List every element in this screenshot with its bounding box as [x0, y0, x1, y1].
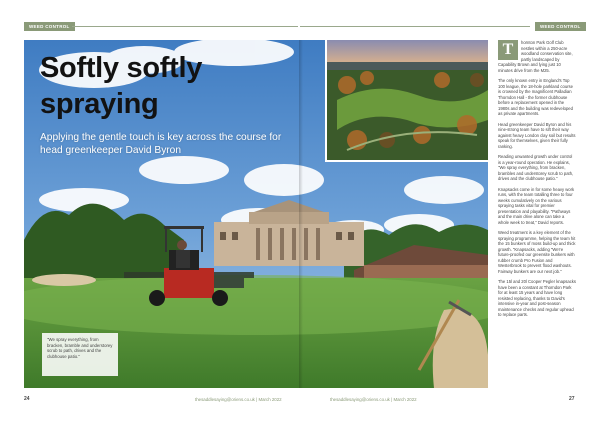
article-column [498, 40, 576, 323]
article-paragraph: Head greenkeeper David Byron and his nine-strong team have to sift their way against heavy London clay soil but results speak for themselves, given their fully ranking. [498, 121, 576, 149]
article-paragraph: Reading unwanted growth under control is a year-round operation. He explains, "We spray everything, from bracken, brambles and understorey scrub to path, drives and the clubhouse patio." [498, 154, 574, 181]
article-paragraph: The only known entry in England's Top 100 league, the 18-hole parkland course is crowned by the magnificent Palladian Thorndon Hall - the former clubhouse before a replacement opened in the 1980s and the building was redeveloped as private apartments. [498, 78, 573, 116]
article-paragraph: Weed treatment is a key element of the spraying programme, helping the team hit the 15 bunkers of moss build-up and thick growth. "Knapsacks, adding "We're future-proofed our greensite bunkers with rubber crumb Pro Fusion and Westerbrook to prevent flood washouts. Fairway bunkers are our next job." [498, 230, 576, 274]
article-paragraph: The 15l and 20l Cooper Pegler knapsacks have been a constant at Thorndon Park for at least 15 years and have long resisted replacing, thanks to David's intensive in-year and post-season maintenance checks and regular uphead to replace parts. [498, 279, 576, 317]
footer-left: thesaddlesaying@oriens.co.uk | March 2022 [195, 397, 282, 402]
header-rule-left [72, 26, 298, 27]
standfirst: Applying the gentle touch is key across the course for head greenkeeper David Byron [40, 132, 282, 156]
header-rule-right [300, 26, 530, 27]
headline [40, 50, 300, 122]
inset-photo [325, 38, 490, 162]
headline-line-2: spraying [40, 88, 159, 120]
pull-quote: "We spray everything, from bracken, bramble and understorey scrub to path, drives and the clubhouse patio." [42, 333, 118, 376]
headline-line-1: Softly softly [40, 52, 203, 84]
article-paragraph: Knapsacks come in for some heavy work runs, with the team totalling three to four weeks cumulatively on the various spraying tasks vital for premier presentation and playability. "Pathways and the main drive alone can take a whole week to treat," David reports. [498, 186, 575, 225]
page-number-right: 27 [569, 396, 575, 402]
section-tag-left: WEED CONTROL [24, 22, 75, 31]
footer-right: thesaddlesaying@oriens.co.uk | March 2022 [330, 397, 417, 402]
page-number-left: 24 [24, 396, 30, 402]
article-text: hornton Park Golf Club nestles within a 250-acre woodland conservation site, partly landscaped by Capability Brown and lying just 10 minutes drive from the M25. [498, 40, 573, 73]
aerial-course-photo [327, 40, 488, 160]
section-tag-right: WEED CONTROL [535, 22, 586, 31]
drop-cap: T [498, 40, 518, 60]
article-paragraph [498, 40, 576, 73]
